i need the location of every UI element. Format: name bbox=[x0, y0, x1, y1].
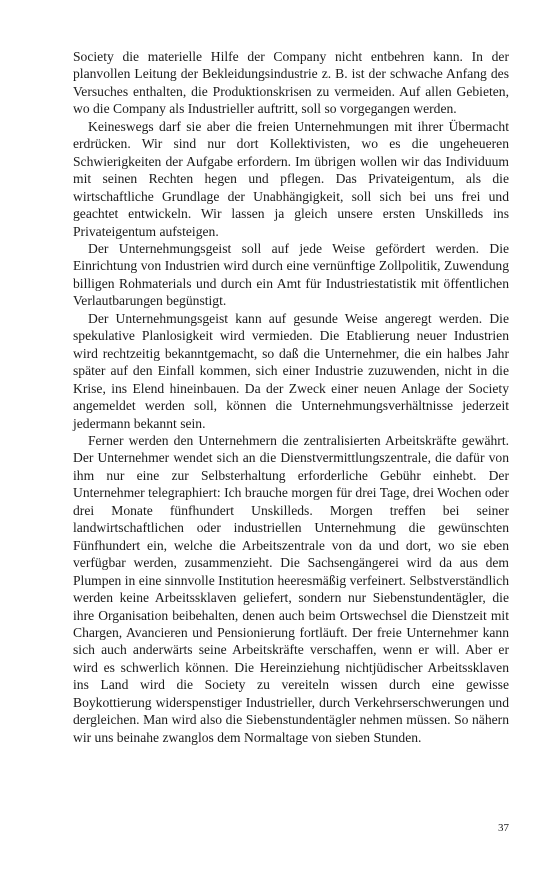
paragraph-continuation: Society die materielle Hilfe der Company nicht entbehren kann. In der planvollen Leitung der Bekleidungsindustrie z. B. ist der schwache Anfang des Versuches enthalten, die Produktionskrisen zu vermeiden. Auf allen Gebieten, wo die Company als Industrieller auftritt, soll so vorgegangen werden. bbox=[73, 49, 509, 117]
page-number: 37 bbox=[498, 822, 509, 834]
paragraph-enterprise-promotion: Der Unternehmungsgeist soll auf jede Weise gefördert werden. Die Einrichtung von Industrien wird durch eine vernünftige Zollpolitik, Zuwendung billigen Rohmaterials und durch ein Amt für Industriestatistik mit öffentlichen Verlautbarungen begünstigt. bbox=[73, 240, 509, 309]
paragraph-labor-supply: Ferner werden den Unternehmern die zentralisierten Arbeitskräfte gewährt. Der Unternehmer wendet sich an die Dienstvermittlungszentrale, die dafür von ihm nur eine zur Selbsterhaltung erforderliche Gebühr einhebt. Der Unternehmer telegraphiert: Ich brauche morgen für drei Tage, drei Wochen oder drei Monate fünfhundert Unskilleds. Morgen treffen bei seiner landwirtschaftlichen oder industriellen Unternehmung die gewünschten Fünfhundert ein, welche die Arbeitszentrale von da und dort, wo sie eben verfügbar werden, zusammenzieht. Die Sachsengängerei wird da aus dem Plumpen in eine sinnvolle Institution heeresmäßig verfeinert. Selbstverständlich werden keine Arbeitssklaven geliefert, sondern nur Siebenstundentägler, die ihre Organisation beibehalten, denen auch beim Ortswechsel die Dienstzeit mit Chargen, Avancieren und Pensionierung fortläuft. Der freie Unternehmer kann sich auch anderwärts seine Arbeitskräfte verschaffen, wenn er will. Aber er wird es schwerlich können. Die Hereinziehung nichtjüdischer Arbeitssklaven ins Land wird die Society zu vereiteln wissen durch eine gewisse Boykottierung widerspenstiger Industrieller, durch Verkehrserschwerungen und dergleichen. Man wird also die Siebenstundentägler nehmen müssen. So nähern wir uns beinahe zwanglos dem Normaltage von sieben Stunden. bbox=[73, 432, 509, 745]
body-text bbox=[73, 48, 509, 746]
paragraph-enterprise-stimulation: Der Unternehmungsgeist kann auf gesunde Weise angeregt werden. Die spekulative Planlosigkeit wird vermieden. Die Etablierung neuer Industrien wird rechtzeitig bekanntgemacht, so daß die Unternehmer, die ein halbes Jahr später auf den Einfall kommen, sich einer Industrie zuzuwenden, nicht in die Krise, ins Elend hineinbauen. Da der Zweck einer neuen Anlage der Society angemeldet werden soll, können die Unternehmungsverhältnisse jederzeit jedermann bekannt sein. bbox=[73, 310, 509, 431]
paragraph-private-property: Keineswegs darf sie aber die freien Unternehmungen mit ihrer Übermacht erdrücken. Wir sind nur dort Kollektivisten, wo es die ungeheueren Schwierigkeiten der Aufgabe erfordern. Im übrigen wollen wir das Individuum mit seinen Rechten hegen und pflegen. Das Privateigentum, als die wirtschaftliche Grundlage der Unabhängigkeit, soll sich bei uns frei und geachtet entwickeln. Wir lassen ja gleich unsere ersten Unskilleds ins Privateigentum aufsteigen. bbox=[73, 118, 509, 239]
